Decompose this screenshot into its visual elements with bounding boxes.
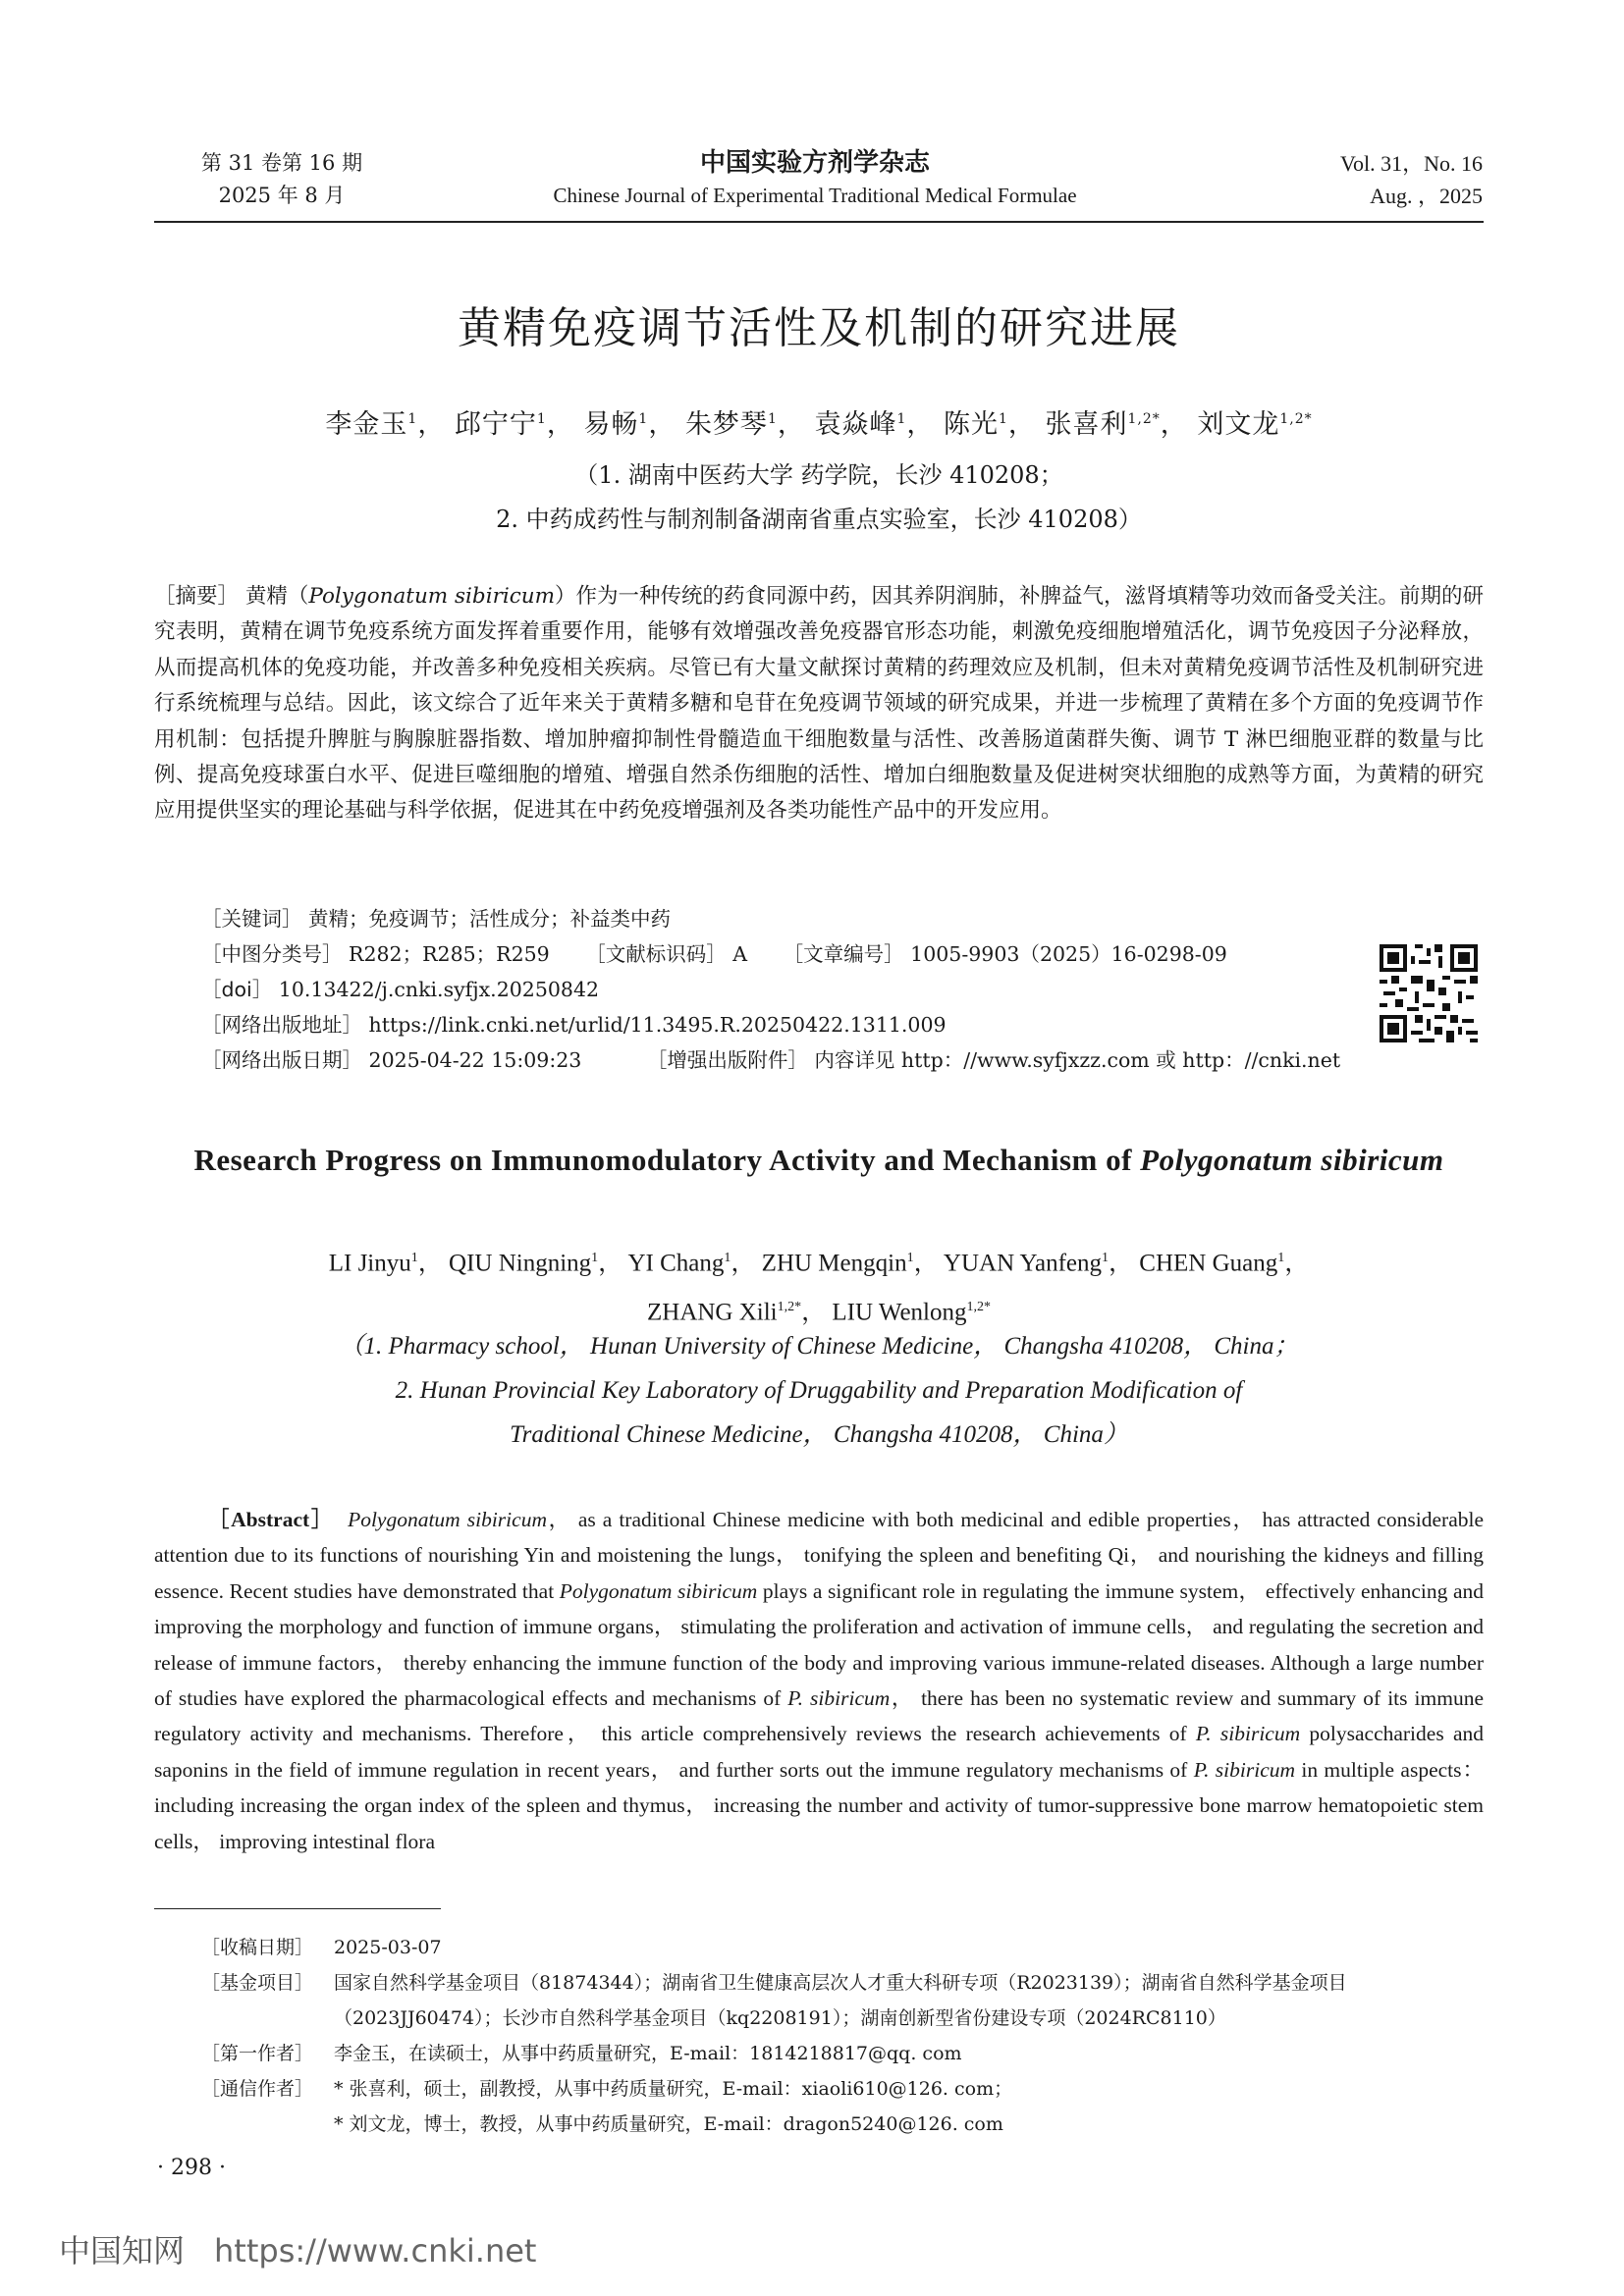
online-date-label: ［网络出版日期］ bbox=[201, 1048, 362, 1072]
author-affiliation-mark: 1 bbox=[1277, 1251, 1285, 1265]
received-value: 2025-03-07 bbox=[334, 1937, 442, 1958]
author-name: 朱梦琴 bbox=[684, 409, 768, 440]
keywords-label: ［关键词］ bbox=[201, 907, 302, 931]
abstract-en-label: ［Abstract］ bbox=[208, 1508, 334, 1531]
paper-title-en-prefix: Research Progress on Immunomodulatory Activity and Mechanism of bbox=[193, 1143, 1141, 1177]
abstract-en-text: ， as a traditional Chinese medicine with both medicinal and edible properties， has attracted considerable attention due to its functions of nourishing Yin and moistening the lungs， tonifying the spleen and benefiting Qi， and nourishing the kidneys and filling essence. Recent studies have demonstrated that bbox=[154, 1508, 1485, 1603]
article-no-label: ［文章编号］ bbox=[783, 942, 904, 966]
affiliation-en-1: （1. Pharmacy school， Hunan University of Chinese Medicine， Changsha 410208， China； bbox=[339, 1333, 1299, 1360]
received-label: ［收稿日期］ bbox=[201, 1937, 314, 1958]
author-name: 李金玉 bbox=[325, 409, 408, 440]
fund-label: ［基金项目］ bbox=[201, 1972, 314, 1994]
online-date-value: 2025-04-22 15:09:23 bbox=[368, 1048, 582, 1072]
author-affiliation-mark: 1 bbox=[724, 1251, 731, 1265]
affiliation-cn-2: 2. 中药成药性与制剂制备湖南省重点实验室，长沙 410208） bbox=[496, 506, 1142, 533]
header-journal bbox=[432, 145, 1198, 210]
header-vol-issue-cn: 第 31 卷第 16 期 bbox=[200, 151, 363, 175]
author-name: YUAN Yanfeng bbox=[943, 1250, 1103, 1277]
author-affiliation-mark: 1,2* bbox=[1127, 411, 1161, 427]
abstract-en-latin: P. sibiricum bbox=[787, 1686, 891, 1711]
author-list-cn: 李金玉$^1$， 邱宁宁$^1$， 易畅$^1$， 朱梦琴$^1$， 袁焱峰$^1$， 陈光$^1$， 张喜利$^{1,2*}$， 刘文龙$^{1,2*}$ bbox=[325, 409, 1313, 440]
doi-label: ［doi］ bbox=[201, 978, 273, 1001]
qr-code-icon[interactable] bbox=[1380, 944, 1478, 1042]
doc-code-label: ［文献标识码］ bbox=[585, 942, 727, 966]
journal-name-cn: 中国实验方剂学杂志 bbox=[699, 148, 930, 178]
affiliation-cn-1: （1. 湖南中医药大学 药学院，长沙 410208； bbox=[574, 461, 1063, 489]
abstract-en-latin: P. sibiricum bbox=[1195, 1722, 1301, 1746]
paper-title-en-latin: Polygonatum sibiricum bbox=[1140, 1143, 1444, 1177]
author-name: LIU Wenlong bbox=[832, 1299, 967, 1326]
cnki-watermark bbox=[59, 2226, 536, 2271]
header-vol-issue-en: Vol. 31，No. 16 bbox=[1339, 151, 1483, 176]
author-affiliation-mark: 1,2* bbox=[777, 1300, 802, 1315]
journal-name-en: Chinese Journal of Experimental Traditional Medical Formulae bbox=[553, 184, 1077, 207]
author-affiliation-mark: 1 bbox=[591, 1251, 599, 1265]
clc-value: R282；R285；R259 bbox=[349, 942, 550, 966]
abstract-en-paragraph bbox=[154, 1502, 1484, 1859]
corresponding-label: ［通信作者］ bbox=[201, 2078, 314, 2100]
doi-value[interactable]: 10.13422/j.cnki.syfjx.20250842 bbox=[278, 978, 600, 1001]
abstract-cn-text-b: ）作为一种传统的药食同源中药，因其养阴润肺，补脾益气，滋肾填精等功效而备受关注。前期的研究表明，黄精在调节免疫系统方面发挥着重要作用，能够有效增强改善免疫器官形态功能，刺激免疫细胞增殖活化，调节免疫因子分泌释放，从而提高机体的免疫功能，并改善多种免疫相关疾病。尽管已有大量文献探讨黄精的药理效应及机制，但未对黄精免疫调节活性及机制研究进行系统梳理与总结。因此，该文综合了近年来关于黄精多糖和皂苷在免疫调节领域的研究成果，并进一步梳理了黄精在多个方面的免疫调节作用机制：包括提升脾脏与胸腺脏器指数、增加肿瘤抑制性骨髓造血干细胞数量与活性、改善肠道菌群失衡、调节 T 淋巴细胞亚群的数量与比例、提高免疫球蛋白水平、促进巨噬细胞的增殖、增强自然杀伤细胞的活性、增加白细胞数量及促进树突状细胞的成熟等方面，为黄精的研究应用提供坚实的理论基础与科学依据，促进其在中药免疫增强剂及各类功能性产品中的开发应用。 bbox=[154, 584, 1485, 824]
affiliation-en-3: Traditional Chinese Medicine， Changsha 410208， China） bbox=[510, 1421, 1128, 1448]
fund-row-1 bbox=[201, 1965, 1484, 2001]
paper-title-cn: 黄精免疫调节活性及机制的研究进展 bbox=[458, 303, 1180, 353]
author-name: 张喜利 bbox=[1045, 409, 1128, 440]
author-name: CHEN Guang bbox=[1139, 1250, 1278, 1277]
abstract-en-latin: Polygonatum sibiricum bbox=[559, 1578, 758, 1603]
header-date-cn: 2025 年 8 月 bbox=[218, 184, 346, 207]
author-affiliation-mark: 1 bbox=[638, 411, 649, 427]
doi-row bbox=[201, 972, 1484, 1007]
author-name: LI Jinyu bbox=[328, 1250, 411, 1277]
author-name: 刘文龙 bbox=[1197, 409, 1280, 440]
author-affiliation-mark: 1 bbox=[1102, 1251, 1110, 1265]
author-affiliation-mark: 1 bbox=[896, 411, 907, 427]
header-date-en: Aug. ，2025 bbox=[1370, 184, 1483, 208]
first-author-label: ［第一作者］ bbox=[201, 2043, 314, 2064]
author-affiliation-mark: 1,2* bbox=[966, 1300, 991, 1315]
author-affiliation-mark: 1 bbox=[998, 411, 1008, 427]
keywords-value: 黄精；免疫调节；活性成分；补益类中药 bbox=[308, 907, 672, 931]
online-url-label: ［网络出版地址］ bbox=[201, 1013, 362, 1037]
abstract-en-text: in multiple aspects： including increasing the organ index of the spleen and thymus， increasing the number and activity of tumor-suppressive bone marrow hematopoietic stem cells， improving intestinal flora bbox=[154, 1757, 1484, 1853]
abstract-cn-label: ［摘要］ bbox=[154, 584, 240, 609]
watermark-url[interactable]: https://www.cnki.net bbox=[214, 2232, 537, 2269]
enhanced-label: ［增强出版附件］ bbox=[646, 1048, 808, 1072]
corresponding-value-1: * 张喜利，硕士，副教授，从事中药质量研究，E-mail：xiaoli610@126. com； bbox=[334, 2078, 1013, 2100]
fund-value-2: （2023JJ60474）；长沙市自然科学基金项目（kq2208191）；湖南创新型省份建设专项（2024RC8110） bbox=[334, 2007, 1226, 2029]
online-url-row bbox=[201, 1007, 1484, 1042]
first-author-row bbox=[201, 2036, 1484, 2071]
abstract-en bbox=[154, 1502, 1484, 1859]
header-issue-en bbox=[1227, 147, 1483, 212]
enhanced-value[interactable]: 内容详见 http：//www.syfjxzz.com 或 http：//cnki.net bbox=[814, 1048, 1341, 1072]
author-affiliation-mark: 1,2* bbox=[1279, 411, 1313, 427]
corresponding-row-1 bbox=[201, 2071, 1484, 2107]
abstract-en-latin: P. sibiricum bbox=[1193, 1757, 1296, 1782]
classification-row bbox=[201, 936, 1484, 972]
article-no-value: 1005-9903（2025）16-0298-09 bbox=[910, 942, 1227, 966]
online-url-value[interactable]: https://link.cnki.net/urlid/11.3495.R.20250422.1311.009 bbox=[368, 1013, 947, 1037]
author-name: QIU Ningning bbox=[449, 1250, 592, 1277]
paper-title-en bbox=[154, 1143, 1484, 1178]
abstract-cn-latin: Polygonatum sibiricum bbox=[308, 584, 555, 609]
author-name: 邱宁宁 bbox=[454, 409, 537, 440]
corresponding-value-2: * 刘文龙，博士，教授，从事中药质量研究，E-mail：dragon5240@126. com bbox=[334, 2113, 1003, 2135]
author-name: ZHU Mengqin bbox=[761, 1250, 907, 1277]
abstract-cn bbox=[154, 579, 1484, 829]
footnote-divider bbox=[154, 1908, 441, 1909]
author-affiliation-mark: 1 bbox=[410, 1251, 418, 1265]
author-name: YI Chang bbox=[627, 1250, 725, 1277]
author-list-en: LI Jinyu$^1$， QIU Ningning$^1$， YI Chang$^1$， ZHU Mengqin$^1$， YUAN Yanfeng$^1$， CHEN Guang$^1$， ZHANG Xili$^{1,2*}$， LIU Wenlong$^{1,2*}$ bbox=[328, 1250, 1310, 1326]
fund-row-2 bbox=[201, 2001, 1484, 2036]
author-name: 易畅 bbox=[583, 409, 639, 440]
footnotes bbox=[201, 1930, 1484, 2142]
author-name: 陈光 bbox=[943, 409, 999, 440]
author-name: ZHANG Xili bbox=[647, 1299, 778, 1326]
keywords-row bbox=[201, 901, 1484, 936]
page-number: · 298 · bbox=[157, 2156, 226, 2180]
doc-code-value: A bbox=[732, 942, 748, 966]
article-meta-cn bbox=[201, 901, 1484, 1078]
abstract-en-latin: Polygonatum sibiricum bbox=[348, 1508, 547, 1531]
clc-label: ［中图分类号］ bbox=[201, 942, 343, 966]
author-affiliation-mark: 1 bbox=[906, 1251, 914, 1265]
fund-value-1: 国家自然科学基金项目（81874344）；湖南省卫生健康高层次人才重大科研专项（R2023139）；湖南省自然科学基金项目 bbox=[334, 1972, 1347, 1994]
abstract-en-text: ， there has been no systematic review and summary of its immune regulatory activity and mechanisms. Therefore， this article comprehensively reviews the research achievements of bbox=[154, 1686, 1484, 1746]
affiliation-en-2: 2. Hunan Provincial Key Laboratory of Druggability and Preparation Modification of bbox=[395, 1377, 1243, 1404]
header-issue-cn bbox=[154, 147, 409, 212]
header-divider bbox=[154, 221, 1484, 223]
author-affiliation-mark: 1 bbox=[536, 411, 547, 427]
first-author-value: 李金玉，在读硕士，从事中药质量研究，E-mail：1814218817@qq. com bbox=[334, 2043, 962, 2064]
online-date-row bbox=[201, 1042, 1484, 1078]
watermark-brand: 中国知网 bbox=[59, 2232, 186, 2269]
affiliations-cn bbox=[154, 454, 1484, 542]
author-affiliation-mark: 1 bbox=[407, 411, 418, 427]
received-row bbox=[201, 1930, 1484, 1965]
abstract-en-text: plays a significant role in regulating the immune system， effectively enhancing and improving the morphology and function of immune organs， stimulating the proliferation and activation of immune cells， and regulating the secretion and release of immune factors， thereby enhancing the immune function of the body and improving various immune-related diseases. Although a large number of studies have explored the pharmacological effects and mechanisms of bbox=[154, 1578, 1484, 1711]
corresponding-row-2 bbox=[201, 2107, 1484, 2142]
author-affiliation-mark: 1 bbox=[767, 411, 778, 427]
abstract-cn-text-a: 黄精（ bbox=[244, 584, 309, 609]
affiliations-en bbox=[154, 1324, 1484, 1457]
author-name: 袁焱峰 bbox=[814, 409, 897, 440]
abstract-en-text: polysaccharides and saponins in the field of immune regulation in recent years， and further sorts out the immune regulatory mechanisms of bbox=[154, 1722, 1484, 1782]
